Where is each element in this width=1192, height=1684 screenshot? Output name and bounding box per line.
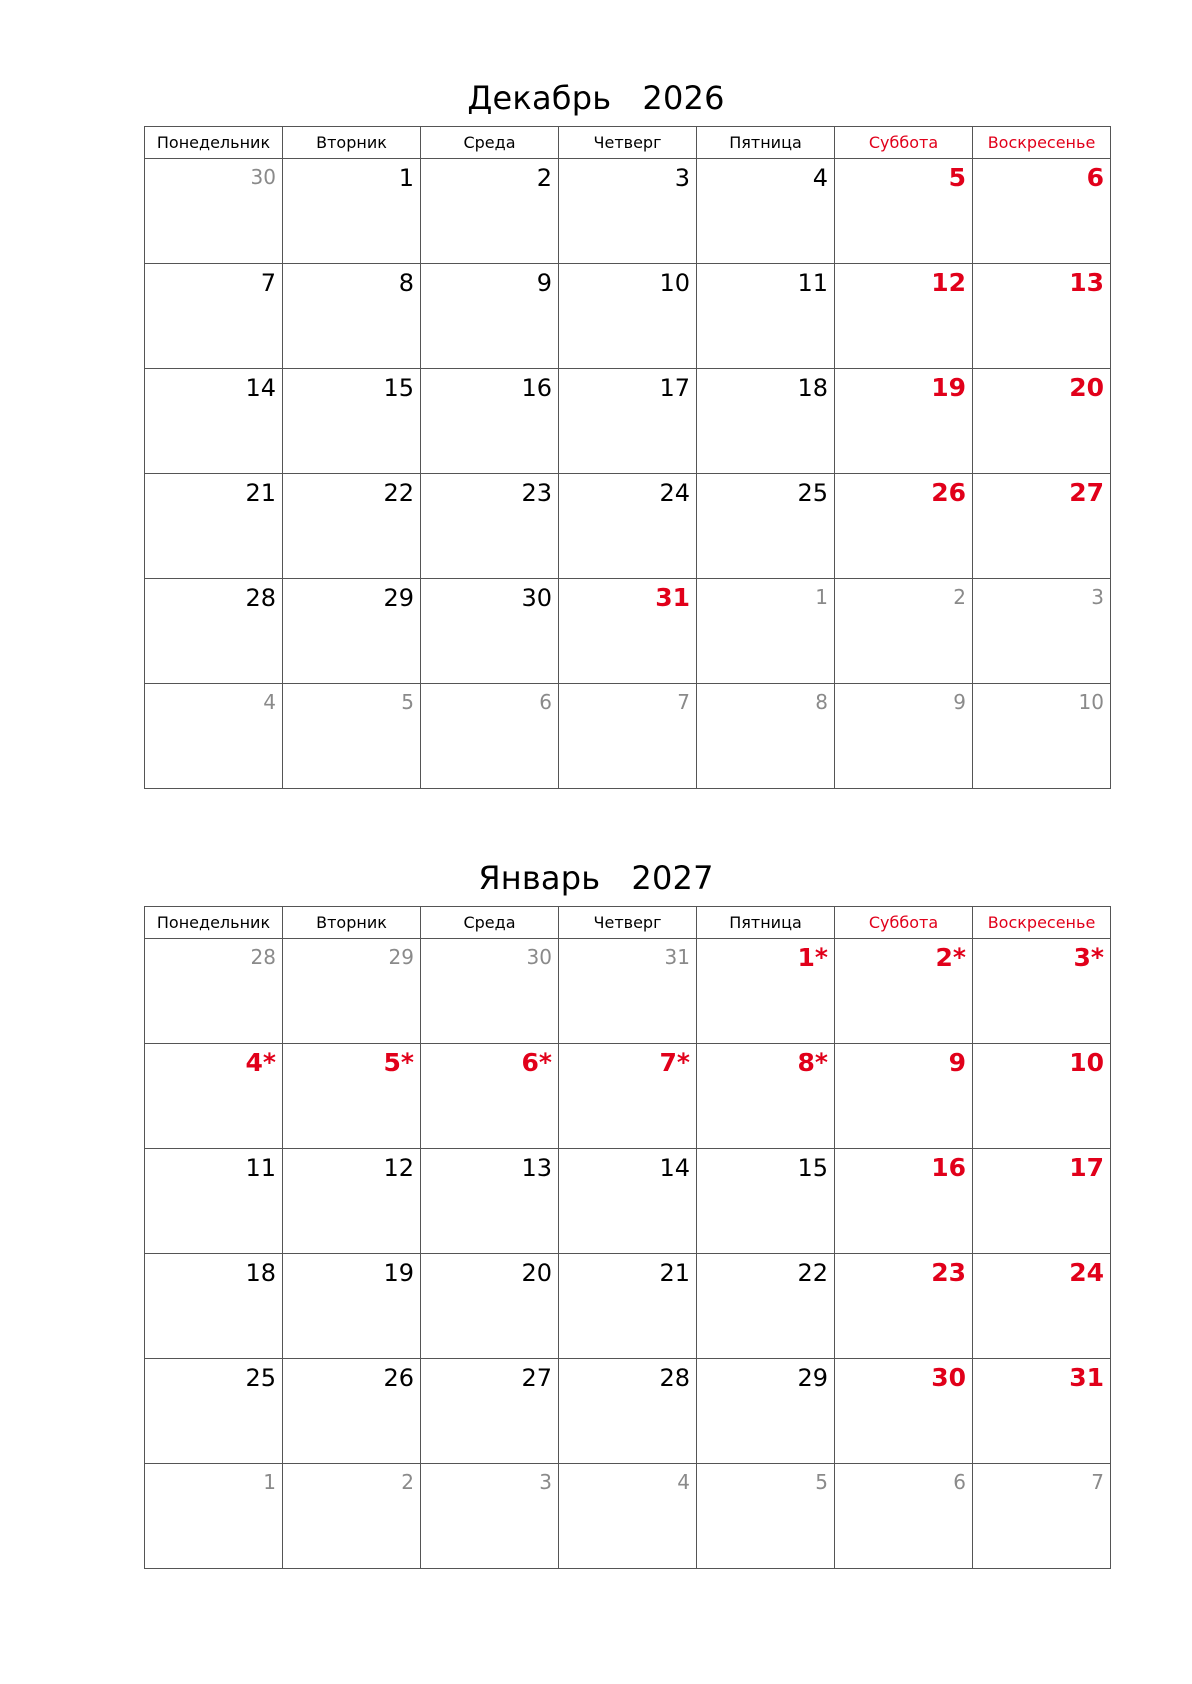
day-cell — [697, 159, 835, 264]
weekday-header-row — [145, 907, 1111, 939]
day-cell — [697, 264, 835, 369]
day-cell — [145, 684, 283, 789]
day-number: 9 — [948, 1048, 966, 1077]
week-row — [145, 939, 1111, 1044]
weekday-header: Понедельник — [145, 127, 283, 159]
day-cell — [283, 159, 421, 264]
day-cell — [283, 1464, 421, 1569]
day-number: 26 — [931, 478, 966, 507]
day-number: 1* — [797, 943, 828, 972]
day-cell — [145, 1254, 283, 1359]
day-number: 19 — [931, 373, 966, 402]
day-number: 11 — [797, 269, 828, 297]
day-number: 2 — [953, 585, 966, 609]
weekday-header: Вторник — [283, 127, 421, 159]
day-number: 12 — [931, 268, 966, 297]
day-number: 3* — [1073, 943, 1104, 972]
day-cell — [973, 1149, 1111, 1254]
day-number: 6 — [953, 1470, 966, 1494]
day-cell — [973, 1254, 1111, 1359]
day-number: 6* — [521, 1048, 552, 1077]
day-number: 3 — [674, 164, 690, 192]
day-cell — [697, 1254, 835, 1359]
weekday-header-row — [145, 127, 1111, 159]
day-number: 13 — [521, 1154, 552, 1182]
week-row — [145, 1044, 1111, 1149]
day-cell — [559, 159, 697, 264]
week-row — [145, 159, 1111, 264]
day-cell — [697, 939, 835, 1044]
day-number: 2 — [536, 164, 552, 192]
day-number: 28 — [245, 584, 276, 612]
day-number: 27 — [1069, 478, 1104, 507]
day-number: 29 — [797, 1364, 828, 1392]
day-cell — [559, 369, 697, 474]
day-number: 8 — [398, 269, 414, 297]
day-number: 5 — [815, 1470, 828, 1494]
day-cell — [835, 1254, 973, 1359]
day-cell — [421, 1149, 559, 1254]
day-cell — [283, 474, 421, 579]
day-cell — [835, 159, 973, 264]
day-cell — [559, 1044, 697, 1149]
weekday-header: Четверг — [559, 127, 697, 159]
day-number: 4 — [263, 690, 276, 714]
month-title: Декабрь 2026 — [467, 79, 725, 117]
day-number: 26 — [383, 1364, 414, 1392]
day-cell — [835, 939, 973, 1044]
day-cell — [835, 1044, 973, 1149]
day-number: 29 — [383, 584, 414, 612]
day-cell — [835, 1359, 973, 1464]
day-cell — [697, 1044, 835, 1149]
day-cell — [697, 579, 835, 684]
day-number: 23 — [521, 479, 552, 507]
day-cell — [697, 474, 835, 579]
day-cell — [697, 684, 835, 789]
weekday-header: Воскресенье — [973, 907, 1111, 939]
day-cell — [421, 159, 559, 264]
day-number: 31 — [655, 583, 690, 612]
day-cell — [973, 369, 1111, 474]
day-number: 20 — [521, 1259, 552, 1287]
day-number: 8* — [797, 1048, 828, 1077]
day-number: 17 — [659, 374, 690, 402]
weekday-header: Пятница — [697, 907, 835, 939]
day-cell — [283, 684, 421, 789]
weekday-header: Суббота — [835, 127, 973, 159]
day-cell — [283, 579, 421, 684]
day-cell — [283, 939, 421, 1044]
day-cell — [145, 1044, 283, 1149]
day-number: 27 — [521, 1364, 552, 1392]
day-cell — [835, 579, 973, 684]
day-number: 2* — [935, 943, 966, 972]
month-title: Январь 2027 — [478, 859, 714, 897]
day-number: 16 — [521, 374, 552, 402]
day-cell — [559, 1254, 697, 1359]
week-row — [145, 474, 1111, 579]
day-cell — [421, 939, 559, 1044]
day-cell — [973, 159, 1111, 264]
day-cell — [421, 1464, 559, 1569]
day-cell — [145, 1359, 283, 1464]
day-cell — [973, 1464, 1111, 1569]
calendar-grid — [144, 126, 1111, 789]
day-cell — [559, 579, 697, 684]
day-number: 29 — [388, 945, 414, 969]
day-cell — [145, 939, 283, 1044]
day-number: 5 — [948, 163, 966, 192]
day-cell — [559, 474, 697, 579]
day-cell — [145, 159, 283, 264]
day-cell — [835, 264, 973, 369]
day-number: 18 — [797, 374, 828, 402]
day-cell — [697, 1359, 835, 1464]
day-cell — [421, 369, 559, 474]
day-cell — [559, 1464, 697, 1569]
day-number: 9 — [536, 269, 552, 297]
day-number: 24 — [659, 479, 690, 507]
day-number: 18 — [245, 1259, 276, 1287]
day-number: 5* — [383, 1048, 414, 1077]
day-number: 15 — [383, 374, 414, 402]
weekday-header: Вторник — [283, 907, 421, 939]
day-number: 14 — [659, 1154, 690, 1182]
day-number: 14 — [245, 374, 276, 402]
day-number: 31 — [664, 945, 690, 969]
day-number: 1 — [815, 585, 828, 609]
day-cell — [421, 474, 559, 579]
week-row — [145, 1464, 1111, 1569]
day-number: 30 — [931, 1363, 966, 1392]
day-number: 7 — [677, 690, 690, 714]
day-cell — [145, 579, 283, 684]
week-row — [145, 1254, 1111, 1359]
day-cell — [835, 369, 973, 474]
day-number: 22 — [797, 1259, 828, 1287]
weekday-header: Среда — [421, 907, 559, 939]
day-number: 30 — [250, 165, 276, 189]
day-number: 3 — [1091, 585, 1104, 609]
day-cell — [283, 1044, 421, 1149]
day-number: 7 — [260, 269, 276, 297]
day-number: 1 — [398, 164, 414, 192]
day-cell — [973, 939, 1111, 1044]
day-number: 6 — [1086, 163, 1104, 192]
day-number: 25 — [245, 1364, 276, 1392]
day-number: 4* — [245, 1048, 276, 1077]
day-cell — [421, 1044, 559, 1149]
day-cell — [283, 1359, 421, 1464]
day-cell — [559, 684, 697, 789]
day-cell — [559, 939, 697, 1044]
day-number: 22 — [383, 479, 414, 507]
day-number: 16 — [931, 1153, 966, 1182]
day-cell — [835, 1464, 973, 1569]
day-number: 28 — [659, 1364, 690, 1392]
day-cell — [145, 369, 283, 474]
day-number: 28 — [250, 945, 276, 969]
day-cell — [421, 264, 559, 369]
week-row — [145, 1359, 1111, 1464]
day-cell — [973, 1359, 1111, 1464]
day-cell — [835, 684, 973, 789]
day-number: 7 — [1091, 1470, 1104, 1494]
day-cell — [145, 1149, 283, 1254]
day-number: 10 — [1069, 1048, 1104, 1077]
day-cell — [145, 1464, 283, 1569]
day-number: 21 — [245, 479, 276, 507]
day-cell — [697, 369, 835, 474]
day-number: 13 — [1069, 268, 1104, 297]
weekday-header: Среда — [421, 127, 559, 159]
day-cell — [145, 474, 283, 579]
day-number: 4 — [812, 164, 828, 192]
day-cell — [421, 1254, 559, 1359]
weekday-header: Понедельник — [145, 907, 283, 939]
day-number: 8 — [815, 690, 828, 714]
day-number: 4 — [677, 1470, 690, 1494]
week-row — [145, 369, 1111, 474]
day-number: 6 — [539, 690, 552, 714]
week-row — [145, 264, 1111, 369]
day-number: 19 — [383, 1259, 414, 1287]
day-number: 20 — [1069, 373, 1104, 402]
day-number: 2 — [401, 1470, 414, 1494]
day-cell — [283, 264, 421, 369]
weekday-header: Пятница — [697, 127, 835, 159]
day-cell — [421, 1359, 559, 1464]
day-number: 7* — [659, 1048, 690, 1077]
day-number: 30 — [521, 584, 552, 612]
day-cell — [559, 1359, 697, 1464]
day-number: 30 — [526, 945, 552, 969]
day-cell — [973, 579, 1111, 684]
day-cell — [283, 1254, 421, 1359]
day-number: 1 — [263, 1470, 276, 1494]
day-cell — [973, 474, 1111, 579]
week-row — [145, 684, 1111, 789]
day-number: 9 — [953, 690, 966, 714]
day-cell — [283, 369, 421, 474]
weekday-header: Четверг — [559, 907, 697, 939]
day-cell — [697, 1464, 835, 1569]
day-number: 17 — [1069, 1153, 1104, 1182]
day-cell — [421, 579, 559, 684]
day-cell — [973, 1044, 1111, 1149]
day-number: 15 — [797, 1154, 828, 1182]
day-number: 10 — [1078, 690, 1104, 714]
day-number: 21 — [659, 1259, 690, 1287]
day-number: 23 — [931, 1258, 966, 1287]
day-cell — [559, 264, 697, 369]
day-number: 5 — [401, 690, 414, 714]
day-number: 31 — [1069, 1363, 1104, 1392]
day-cell — [421, 684, 559, 789]
calendar-grid — [144, 906, 1111, 1569]
week-row — [145, 579, 1111, 684]
day-number: 10 — [659, 269, 690, 297]
weekday-header: Суббота — [835, 907, 973, 939]
day-cell — [145, 264, 283, 369]
day-number: 24 — [1069, 1258, 1104, 1287]
day-cell — [973, 684, 1111, 789]
week-row — [145, 1149, 1111, 1254]
day-cell — [283, 1149, 421, 1254]
day-number: 12 — [383, 1154, 414, 1182]
day-cell — [559, 1149, 697, 1254]
day-cell — [697, 1149, 835, 1254]
day-number: 25 — [797, 479, 828, 507]
weekday-header: Воскресенье — [973, 127, 1111, 159]
day-cell — [835, 474, 973, 579]
day-cell — [835, 1149, 973, 1254]
day-number: 11 — [245, 1154, 276, 1182]
day-number: 3 — [539, 1470, 552, 1494]
day-cell — [973, 264, 1111, 369]
